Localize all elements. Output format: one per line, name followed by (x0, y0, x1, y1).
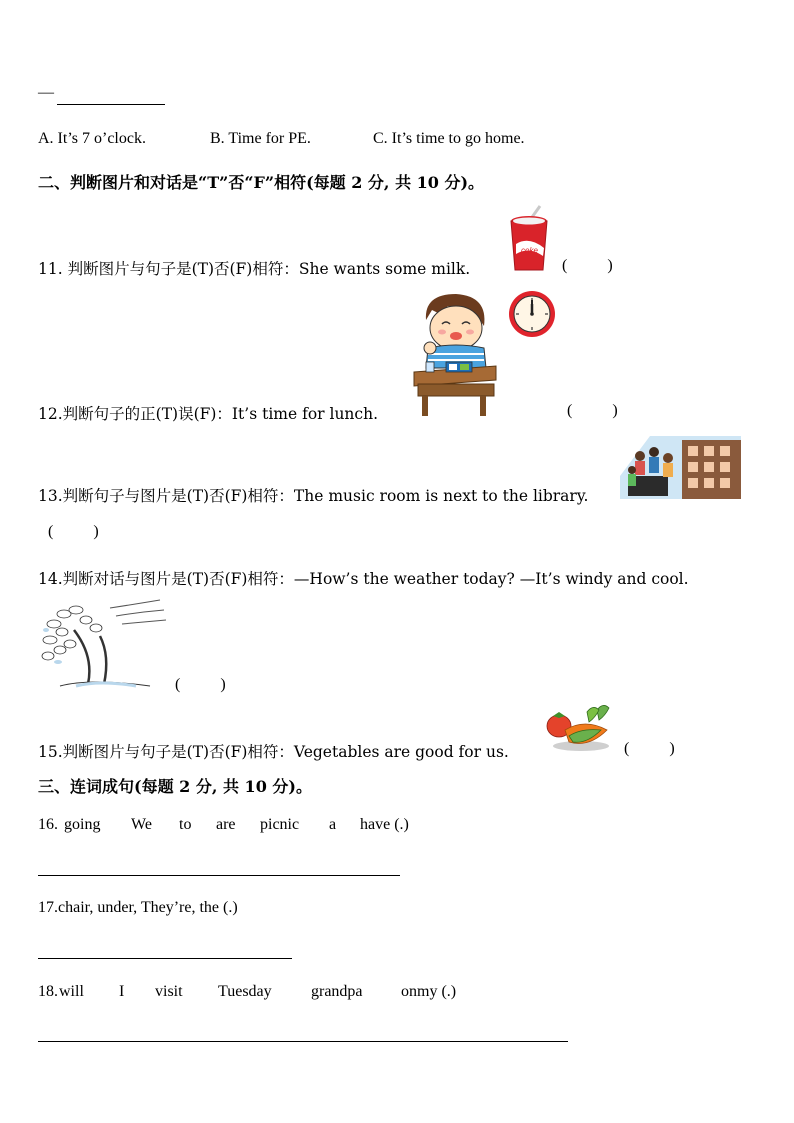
question-17: 17.chair, under, They’re, the (.) (38, 899, 238, 916)
q16-word: to (179, 816, 192, 833)
answer-paren-12[interactable]: ( ) (567, 402, 618, 419)
q18-word: grandpa (311, 983, 363, 1000)
section-2-heading: 二、判断图片和对话是“T”否“F”相符(每题 2 分, 共 10 分)。 (38, 173, 485, 192)
option-b: B. Time for PE. (210, 130, 311, 147)
answer-paren-14[interactable]: ( ) (175, 676, 226, 693)
clock-icon (508, 290, 556, 338)
q18-word: I (119, 983, 125, 1000)
question-13: 13.判断句子与图片是(T)否(F)相符：The music room is next to the library. (38, 487, 589, 505)
question-18-number: 18. (38, 983, 58, 1000)
q16-word: are (216, 816, 236, 833)
answer-paren-11[interactable]: ( ) (562, 257, 613, 274)
answer-dash: — (38, 84, 54, 101)
cup-label: coke (521, 246, 538, 255)
q18-word: onmy (.) (401, 983, 457, 1000)
answer-line-17[interactable] (38, 958, 292, 959)
answer-line-18[interactable] (38, 1041, 568, 1042)
q16-word: have (.) (360, 816, 409, 833)
answer-paren-13[interactable]: ( ) (48, 523, 99, 540)
option-c: C. It’s time to go home. (373, 130, 525, 147)
boy-eating-icon (412, 292, 497, 418)
q18-word: Tuesday (218, 983, 272, 1000)
cola-cup-icon (508, 206, 550, 274)
option-a: A. It’s 7 o’clock. (38, 130, 146, 147)
question-12: 12.判断句子的正(T)误(F)：It’s time for lunch. (38, 405, 378, 423)
answer-blank-line[interactable] (57, 104, 165, 105)
vegetables-icon (545, 700, 613, 752)
question-14: 14.判断对话与图片是(T)否(F)相符：—How’s the weather today? —It’s windy and cool. (38, 570, 689, 588)
music-room-icon (620, 436, 741, 499)
q18-word: will (59, 983, 84, 1000)
q16-word: picnic (260, 816, 300, 833)
question-18 (38, 983, 58, 1001)
question-15: 15.判断图片与句子是(T)否(F)相符：Vegetables are good for us. (38, 743, 509, 761)
q16-word: going (64, 816, 101, 833)
q16-word: We (131, 816, 152, 833)
q16-word: a (329, 816, 337, 833)
section-3-heading: 三、连词成句(每题 2 分, 共 10 分)。 (38, 777, 312, 796)
windy-tree-icon (40, 600, 168, 688)
question-16 (38, 816, 58, 834)
answer-paren-15[interactable]: ( ) (624, 740, 675, 757)
q18-word: visit (155, 983, 183, 1000)
question-11: 11. 判断图片与句子是(T)否(F)相符：She wants some milk. (38, 260, 471, 278)
question-16-number: 16. (38, 816, 58, 833)
answer-line-16[interactable] (38, 875, 400, 876)
